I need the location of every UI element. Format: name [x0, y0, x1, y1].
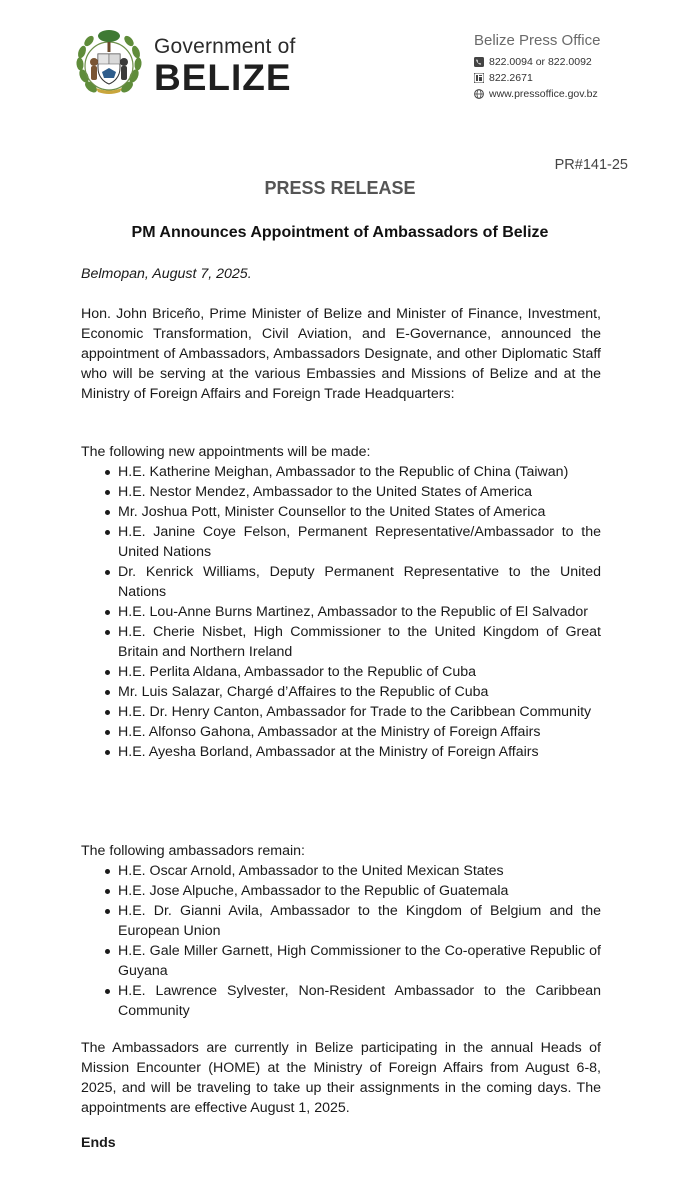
letterhead: [0, 0, 680, 120]
press-office-title: Belize Press Office: [474, 32, 601, 49]
press-office-contact: [474, 32, 600, 102]
phone-row: [474, 54, 600, 70]
list-item: H.E. Oscar Arnold, Ambassador to the United Mexican States: [81, 861, 601, 881]
list-item: H.E. Dr. Henry Canton, Ambassador for Trade to the Caribbean Community: [81, 702, 601, 722]
list-item: H.E. Nestor Mendez, Ambassador to the United States of America: [81, 482, 601, 502]
government-of-label: Government of: [154, 35, 296, 58]
government-title: [154, 36, 296, 96]
intro-paragraph: Hon. John Briceño, Prime Minister of Belize and Minister of Finance, Investment, Economic Transformation, Civil Aviation, and E-Governance, announced the appointment of Ambassadors, Ambassadors Designate, and other Diplomatic Staff who will be serving at the various Embassies and Missions of Belize and at the Ministry of Foreign Affairs and Foreign Trade Headquarters:: [81, 306, 601, 402]
list-item: H.E. Janine Coye Felson, Permanent Representative/Ambassador to the United Nations: [81, 522, 601, 562]
dateline: Belmopan, August 7, 2025.: [81, 266, 252, 282]
list-item: H.E. Katherine Meighan, Ambassador to the Republic of China (Taiwan): [81, 462, 601, 482]
fax-icon: [474, 73, 484, 83]
ends-label: Ends: [81, 1135, 116, 1151]
list-item: Mr. Luis Salazar, Chargé d’Affaires to the Republic of Cuba: [81, 682, 601, 702]
remaining-ambassadors-intro: The following ambassadors remain:: [81, 843, 305, 859]
website-link[interactable]: www.pressoffice.gov.bz: [489, 88, 598, 100]
list-item: H.E. Ayesha Borland, Ambassador at the Ministry of Foreign Affairs: [81, 742, 601, 762]
release-headline: PM Announces Appointment of Ambassadors of Belize: [131, 224, 549, 241]
press-release-label: PRESS RELEASE: [264, 178, 416, 198]
remaining-ambassadors-list: [81, 861, 601, 1021]
list-item: H.E. Perlita Aldana, Ambassador to the Republic of Cuba: [81, 662, 601, 682]
list-item: H.E. Alfonso Gahona, Ambassador at the Ministry of Foreign Affairs: [81, 722, 601, 742]
belize-label: BELIZE: [154, 57, 292, 98]
list-item: H.E. Lawrence Sylvester, Non-Resident Ambassador to the Caribbean Community: [81, 981, 601, 1021]
globe-icon: [474, 89, 484, 99]
belize-coat-of-arms-icon: [74, 26, 144, 102]
closing-paragraph: The Ambassadors are currently in Belize participating in the annual Heads of Mission Encounter (HOME) at the Ministry of Foreign Affairs from August 6-8, 2025, and will be traveling to take up their assignments in the coming days. The appointments are effective August 1, 2025.: [81, 1040, 601, 1116]
new-appointments-list: [81, 462, 601, 762]
phone-icon: [474, 57, 484, 67]
fax-row: [474, 70, 600, 86]
phone-number: 822.0094 or 822.0092: [489, 56, 592, 68]
list-item: H.E. Cherie Nisbet, High Commissioner to the United Kingdom of Great Britain and Northern Ireland: [81, 622, 601, 662]
list-item: Dr. Kenrick Williams, Deputy Permanent Representative to the United Nations: [81, 562, 601, 602]
list-item: H.E. Lou-Anne Burns Martinez, Ambassador to the Republic of El Salvador: [81, 602, 601, 622]
list-item: H.E. Jose Alpuche, Ambassador to the Republic of Guatemala: [81, 881, 601, 901]
list-item: H.E. Gale Miller Garnett, High Commissioner to the Co-operative Republic of Guyana: [81, 941, 601, 981]
fax-number: 822.2671: [489, 72, 533, 84]
list-item: Mr. Joshua Pott, Minister Counsellor to the United States of America: [81, 502, 601, 522]
press-release-number: PR#141-25: [554, 157, 628, 173]
website-row: [474, 86, 600, 102]
list-item: H.E. Dr. Gianni Avila, Ambassador to the Kingdom of Belgium and the European Union: [81, 901, 601, 941]
new-appointments-intro: The following new appointments will be made:: [81, 444, 371, 460]
